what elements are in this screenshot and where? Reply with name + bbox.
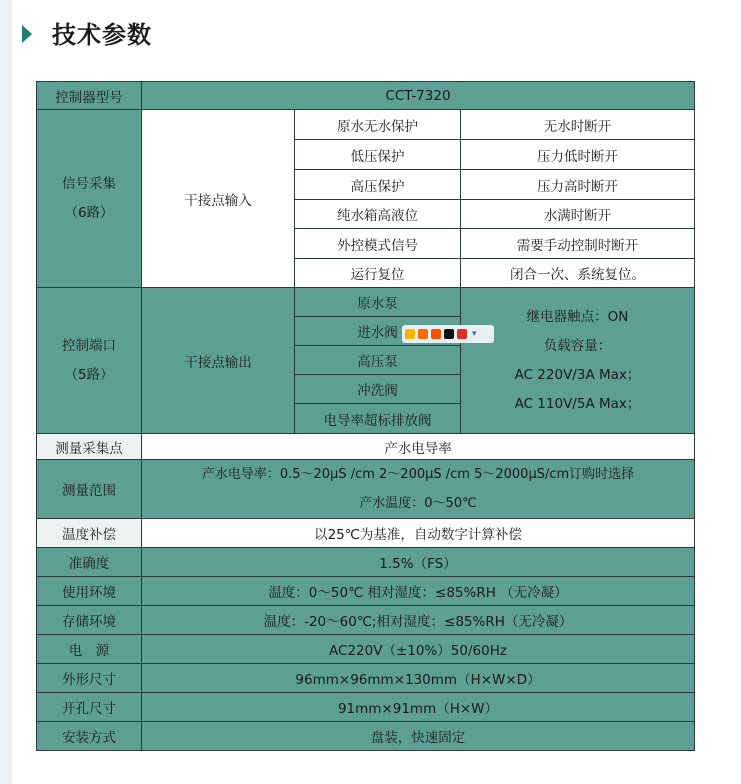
port-row-name: 电导率超标排放阀 [295,404,461,434]
search-icon[interactable] [405,329,415,339]
signal-row-desc: 需要手动控制时断开 [461,229,695,259]
ports-desc [461,288,695,434]
signal-label-line1: 信号采集 [62,175,116,192]
port-row-name: 原水泵 [295,288,461,317]
ports-desc-line: 继电器触点：ON [526,308,629,325]
ports-desc-line: AC 220V/3A Max； [514,366,641,383]
signal-label [37,110,142,288]
ports-label-line1: 控制端口 [62,337,116,354]
signal-row-desc: 闭合一次、系统复位。 [461,259,695,288]
power-label: 电 源 [37,635,142,664]
model-label: 控制器型号 [37,82,142,110]
power-value: AC220V（±10%）50/60Hz [142,635,695,664]
table-row [37,635,695,664]
accuracy-label: 准确度 [37,548,142,577]
table-row [37,460,695,519]
ports-type: 干接点输出 [142,288,295,434]
table-row [37,288,695,317]
page-left-gutter [0,0,12,784]
ports-desc-line: AC 110V/5A Max； [514,395,641,412]
table-row [37,577,695,606]
measure-range-value [142,460,695,519]
ports-label [37,288,142,434]
port-row-name: 高压泵 [295,346,461,375]
tiktok-icon[interactable] [444,329,454,339]
signal-row-desc: 水满时断开 [461,200,695,229]
signal-row-name: 原水无水保护 [295,110,461,140]
signal-row-name: 纯水箱高液位 [295,200,461,229]
table-row [37,606,695,635]
temp-comp-label: 温度补偿 [37,519,142,548]
translate-icon[interactable] [418,329,428,339]
taobao-icon[interactable] [431,329,441,339]
signal-row-name: 运行复位 [295,259,461,288]
signal-row-desc: 无水时断开 [461,110,695,140]
use-env-value: 温度：0～50℃ 相对湿度：≤85%RH （无冷凝） [142,577,695,606]
pinduoduo-icon[interactable] [457,329,467,339]
cutout-value: 91mm×91mm（H×W） [142,693,695,722]
cutout-label: 开孔尺寸 [37,693,142,722]
model-value: CCT-7320 [142,82,695,110]
storage-env-value: 温度：-20～60℃;相对湿度：≤85%RH（无冷凝） [142,606,695,635]
spec-table [36,81,695,751]
storage-env-label: 存储环境 [37,606,142,635]
table-row [37,110,695,140]
signal-row-name: 外控模式信号 [295,229,461,259]
heading-arrow-icon [22,25,32,43]
floating-shopping-toolbar[interactable] [402,325,494,343]
ports-label-line2: （5路） [64,366,114,383]
page-title: 技术参数 [52,21,152,49]
table-row [37,722,695,751]
signal-row-desc: 压力高时断开 [461,170,695,200]
table-row [37,548,695,577]
measure-point-value: 产水电导率 [142,434,695,460]
measure-range-line2: 产水温度：0～50℃ [359,496,477,511]
table-row [37,519,695,548]
temp-comp-value: 以25℃为基准，自动数字计算补偿 [142,519,695,548]
signal-label-line2: （6路） [64,204,114,221]
table-row [37,664,695,693]
measure-range-line1: 产水电导率：0.5～20μS /cm 2～200μS /cm 5～2000μS/cm订购时选择 [201,467,635,482]
accuracy-value: 1.5%（FS） [142,548,695,577]
dimensions-value: 96mm×96mm×130mm（H×W×D） [142,664,695,693]
signal-row-desc: 压力低时断开 [461,140,695,170]
table-row [37,434,695,460]
signal-type: 干接点输入 [142,110,295,288]
install-label: 安装方式 [37,722,142,751]
port-row-name: 进水阀 [295,317,461,346]
dimensions-label: 外形尺寸 [37,664,142,693]
measure-range-label: 测量范围 [37,460,142,519]
signal-row-name: 低压保护 [295,140,461,170]
table-row [37,82,695,110]
install-value: 盘装，快速固定 [142,722,695,751]
use-env-label: 使用环境 [37,577,142,606]
port-row-name: 冲洗阀 [295,375,461,404]
table-row [37,693,695,722]
signal-row-name: 高压保护 [295,170,461,200]
ports-desc-line: 负载容量： [543,337,612,354]
measure-point-label: 测量采集点 [37,434,142,460]
chevron-down-icon[interactable]: ▾ [472,329,477,339]
